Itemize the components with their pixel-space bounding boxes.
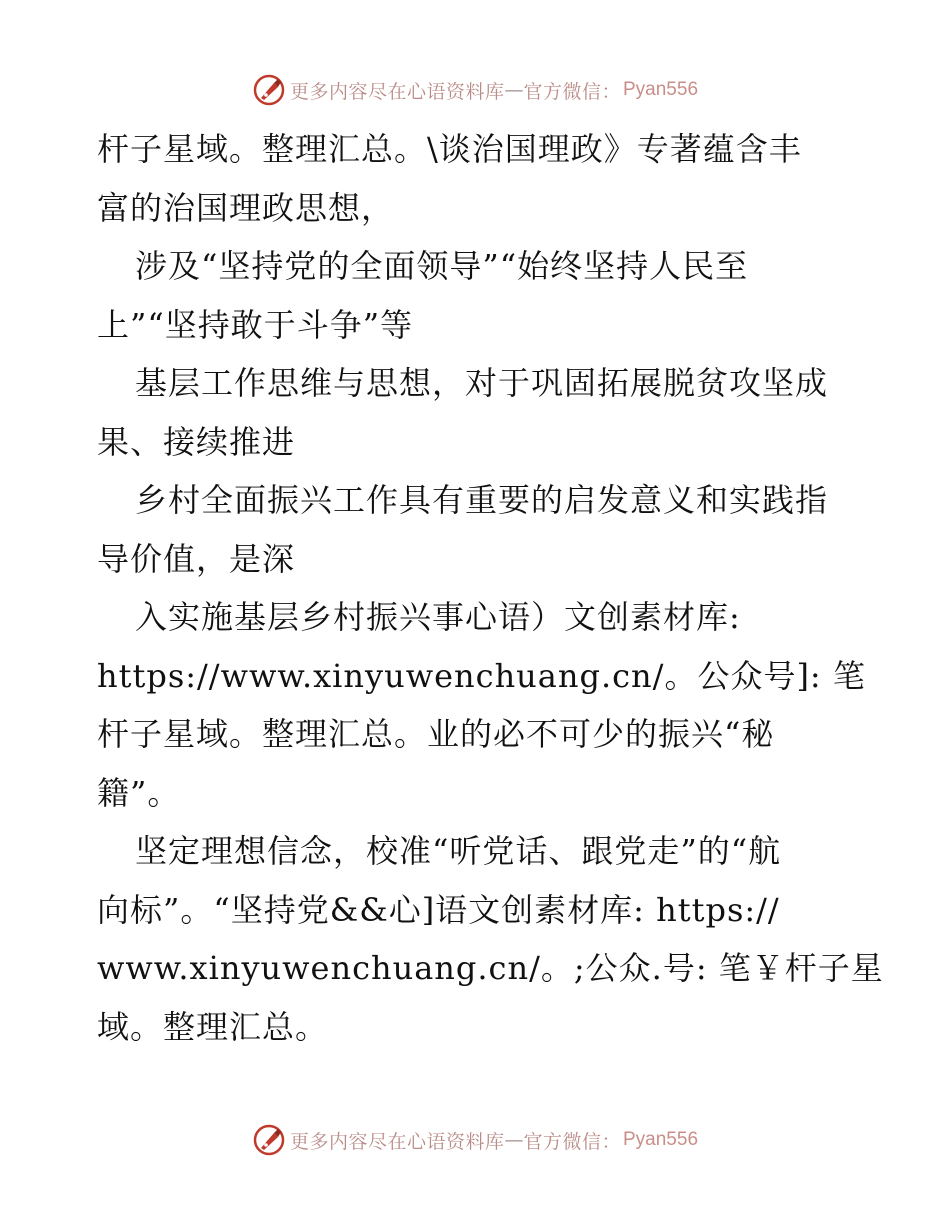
pen-nib-logo-icon <box>252 73 286 107</box>
header-contact-id: Pyan556 <box>623 79 699 100</box>
body-text-line: 乡村全面振兴工作具有重要的启发意义和实践指 <box>135 481 829 519</box>
footer-contact-label: 官方微信： <box>523 1130 621 1153</box>
body-text-line: 涉及“坚持党的全面领导”“始终坚持人民至 <box>135 247 749 285</box>
body-text-line: 坚定理想信念，校准“听党话、跟党走”的“航 <box>135 832 782 870</box>
pen-nib-logo-icon <box>252 1123 286 1157</box>
body-text-line: 域。整理汇总。 <box>97 1007 329 1046</box>
body-text-line: 富的治国理政思想， <box>97 188 395 227</box>
footer-separator: — <box>504 1129 524 1151</box>
body-text-line: 果、接续推进 <box>97 422 296 461</box>
body-text-line: 向标”。“坚持党&&心]语文创素材库: https:// <box>97 890 780 929</box>
body-text-line: 导价值，是深 <box>97 539 296 578</box>
footer-banner <box>0 1122 950 1158</box>
header-separator: — <box>504 79 524 101</box>
body-text-line: 杆子星域。整理汇总。\谈治国理政》专著蕴含丰 <box>97 130 802 168</box>
body-text-line: 入实施基层乡村振兴事心语）文创素材库: <box>135 598 741 636</box>
body-text-line: 杆子星域。整理汇总。业的必不可少的振兴“秘 <box>97 715 775 753</box>
footer-contact-id: Pyan556 <box>623 1129 699 1150</box>
body-text-line: 籍”。 <box>97 773 181 812</box>
header-banner <box>0 72 950 108</box>
header-site-text: 更多内容尽在心语资料库 <box>289 80 505 103</box>
header-contact-label: 官方微信： <box>523 80 621 103</box>
body-text-line: https://www.xinyuwenchuang.cn/。公众号]: 笔 <box>97 656 866 695</box>
document-body <box>97 120 884 1056</box>
body-text-line: 上”“坚持敢于斗争”等 <box>97 305 414 344</box>
body-text-line: www.xinyuwenchuang.cn/。;公众.号: 笔￥杆子星 <box>97 949 884 987</box>
body-text-line: 基层工作思维与思想，对于巩固拓展脱贫攻坚成 <box>135 364 829 402</box>
footer-site-text: 更多内容尽在心语资料库 <box>289 1130 505 1153</box>
